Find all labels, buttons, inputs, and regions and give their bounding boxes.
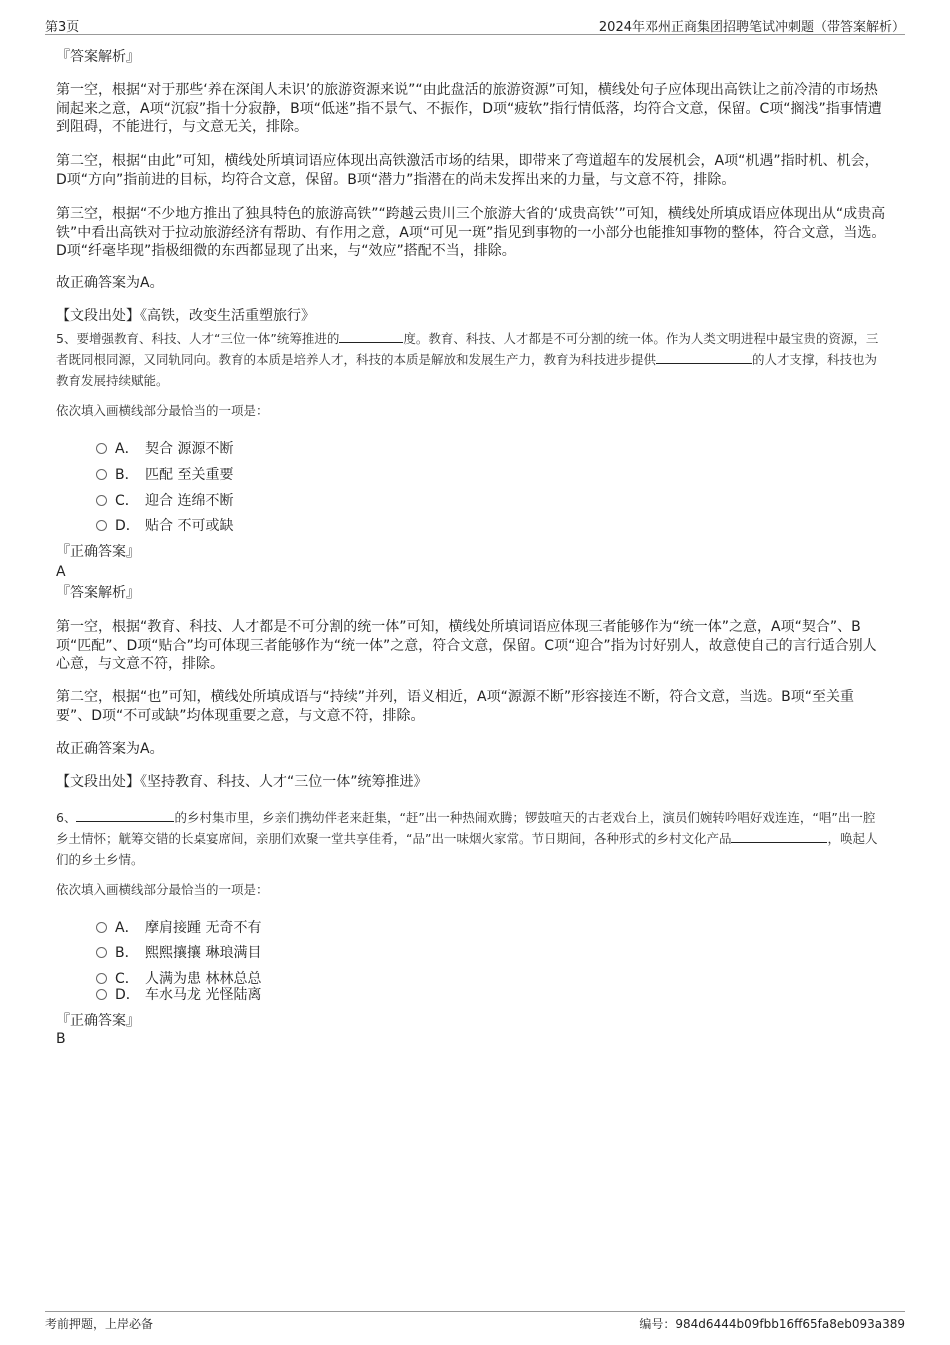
q5-option-c[interactable]: C． 迎合 连绵不断: [96, 490, 233, 510]
q6-number: 6、: [56, 810, 77, 825]
q4-analysis-p1: 第一空，根据“对于那些‘养在深闺人未识’的旅游资源来说”“由此盘活的旅游资源”可知，横线处句子应体现出高铁让之前冷清的市场热闹起来之意，A项“沉寂”指十分寂静，B项“低迷”指不景气、不振作，D项“疲软”指行情低落，均符合文意，保留。C项“搁浅”指事情遭到阻碍，不能进行，与文意无关，排除。: [56, 82, 882, 135]
page-number: 第3页: [45, 20, 80, 35]
q5-analysis-p1: 第一空，根据“教育、科技、人才都是不可分割的统一体”可知，横线处所填词语应体现三者能够作为“统一体”之意，A项“契合”、B项“匹配”、D项“贴合”均可体现三者能够作为“统一体”之意，符合文意，保留。C项“迎合”指为讨好别人，故意使自己的言行适合别人心意，与文意不符，排除。: [56, 619, 877, 672]
q4-source: 【文段出处】《高铁，改变生活重塑旅行》: [56, 308, 315, 324]
q5-analysis-p2: 第二空，根据“也”可知，横线处所填成语与“持续”并列，语义相近，A项“源源不断”形容接连不断，符合文意，当选。B项“至关重要”、D项“不可或缺”均体现重要之意，与文意不符，排除。: [56, 689, 854, 724]
q5-conclusion: 故正确答案为A。: [56, 741, 164, 757]
radio-icon[interactable]: [96, 495, 107, 506]
q5-text-b: 度。教育、科技、人才都是不可分割的统一体。作为人类文明进程中最宝贵的资源，三者既同根同源，又同轨同向。教育的本质是培养人才，科技的本质是解放和发展生产力，教育为科技进步提供: [56, 331, 879, 367]
q5-text-a: 要增强教育、科技、人才“三位一体”统筹推进的: [76, 331, 340, 346]
q5-blank-1: [339, 328, 403, 343]
document-title: 2024年邓州正商集团招聘笔试冲刺题（带答案解析）: [598, 20, 905, 35]
q5-option-d[interactable]: D． 贴合 不可或缺: [96, 515, 233, 535]
q4-conclusion: 故正确答案为A。: [56, 275, 164, 291]
q5-prompt: 依次填入画横线部分最恰当的一项是：: [56, 403, 269, 418]
page-footer: [45, 1311, 905, 1335]
page-header: [45, 16, 905, 35]
q5-stem: [56, 328, 886, 391]
q5-text-c: 的人才支撑，科技也为教育发展持续赋能。: [56, 352, 878, 388]
footer-slogan: 考前押题，上岸必备: [45, 1317, 154, 1331]
q6-text-a: 的乡村集市里，乡亲们携幼伴老来赶集，“赶”出一种热闹欢腾；锣鼓喧天的古老戏台上，演员们婉转吟唱好戏连连，“唱”出一腔乡土情怀；觥筹交错的长桌宴席间，亲朋们欢聚一堂共享佳肴，“品”出一味烟火家常。节日期间，各种形式的乡村文化产品: [56, 810, 876, 846]
radio-icon[interactable]: [96, 443, 107, 454]
q4-analysis-p3: 第三空，根据“不少地方推出了独具特色的旅游高铁”“跨越云贵川三个旅游大省的‘成贵高铁’”可知，横线处所填成语应体现出从“成贵高铁”中看出高铁对于拉动旅游经济有帮助、有作用之意，A项“可见一斑”指见到事物的一小部分也能推知事物的整体，符合文意，当选。D项“纤毫毕现”指极细微的东西都显现了出来，与“效应”搭配不当，排除。: [56, 206, 886, 259]
radio-icon[interactable]: [96, 973, 107, 984]
q6-text-b: ，唤起人们的乡土乡情。: [56, 831, 878, 867]
q6-option-b[interactable]: B． 熙熙攘攘 琳琅满目: [96, 942, 261, 962]
q6-option-a[interactable]: A． 摩肩接踵 无奇不有: [96, 917, 261, 937]
q4-analysis-p2: 第二空，根据“由此”可知，横线处所填词语应体现出高铁激活市场的结果，即带来了弯道超车的发展机会，A项“机遇”指时机、机会，D项“方向”指前进的目标，均符合文意，保留。B项“潜力”指潜在的尚未发挥出来的力量，与文意不符，排除。: [56, 153, 879, 188]
radio-icon[interactable]: [96, 989, 107, 1000]
q6-prompt: 依次填入画横线部分最恰当的一项是：: [56, 882, 269, 897]
q5-option-a[interactable]: A． 契合 源源不断: [96, 438, 233, 458]
q6-option-d[interactable]: D． 车水马龙 光怪陆离: [96, 984, 261, 1004]
q5-source: 【文段出处】《坚持教育、科技、人才“三位一体”统筹推进》: [56, 774, 428, 790]
q5-option-b[interactable]: B． 匹配 至关重要: [96, 464, 233, 484]
q6-answer: B: [56, 1031, 66, 1047]
q6-option-c[interactable]: C． 人满为患 林林总总: [96, 968, 261, 988]
q4-analysis-title: 『答案解析』: [56, 49, 140, 65]
q6-blank-1: [76, 807, 174, 822]
radio-icon[interactable]: [96, 469, 107, 480]
q5-answer: A: [56, 564, 66, 580]
radio-icon[interactable]: [96, 922, 107, 933]
radio-icon[interactable]: [96, 520, 107, 531]
q6-stem: [56, 807, 886, 870]
q5-analysis-title: 『答案解析』: [56, 585, 140, 601]
footer-code: 编号：984d6444b09fbb16ff65fa8eb093a389: [639, 1317, 905, 1331]
q5-blank-2: [656, 349, 752, 364]
q5-number: 5、: [56, 331, 77, 346]
q6-answer-title: 『正确答案』: [56, 1013, 140, 1029]
radio-icon[interactable]: [96, 947, 107, 958]
q5-answer-title: 『正确答案』: [56, 544, 140, 560]
q6-blank-2: [731, 828, 827, 843]
